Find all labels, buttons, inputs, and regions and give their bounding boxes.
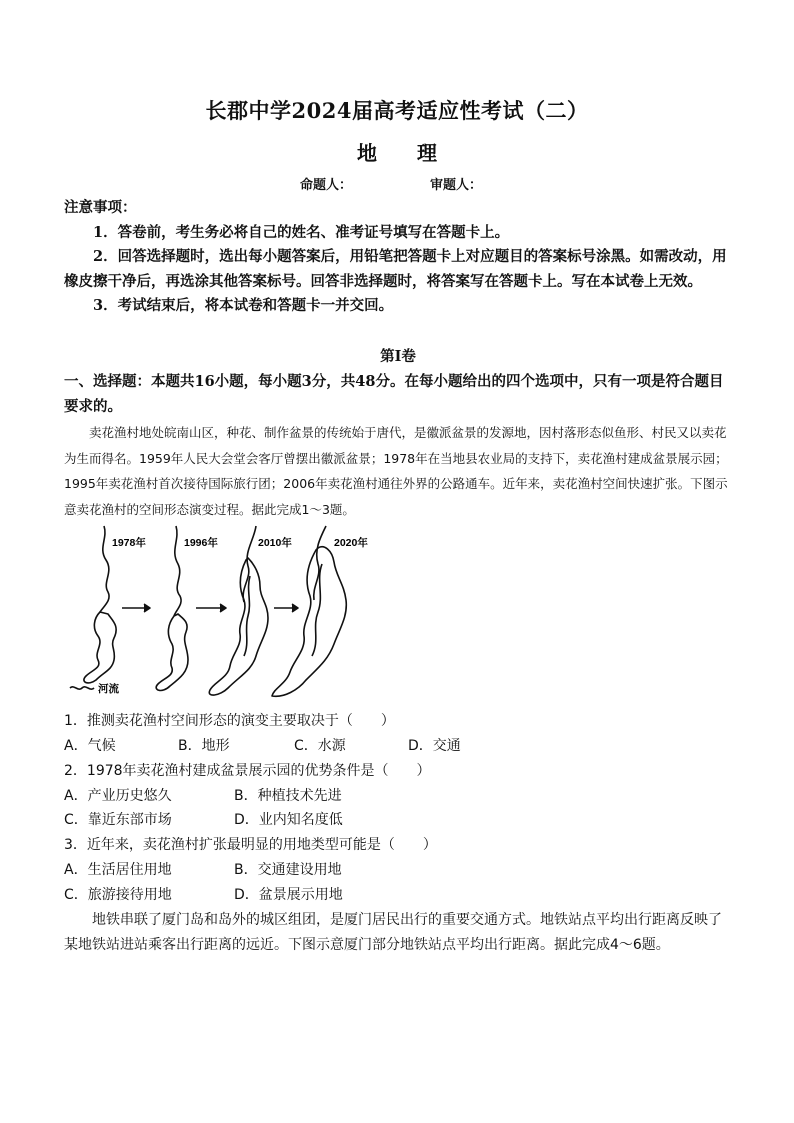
passage-1: 卖花渔村地处皖南山区，种花、制作盆景的传统始于唐代，是徽派盆景的发源地，因村落形态似鱼形、村民又以卖花为生而得名。1959年人民大会堂会客厅曾摆出徽派盆景；1978年在当地县农业局的支持下，卖花渔村建成盆景展示园；1995年卖花渔村首次接待国际旅行团；2006年卖花渔村通往外界的公路通车。近年来，卖花渔村空间快速扩张。下图示意卖花渔村的空间形态演变过程。据此完成1～3题。 — [64, 425, 728, 517]
q2-option-d: D．业内知名度低 — [234, 812, 343, 828]
q3-option-a: A．生活居住用地 — [64, 862, 172, 878]
notice-section — [64, 196, 732, 319]
year-label-1996: 1996年 — [184, 537, 218, 549]
exam-title: 长郡中学2024届高考适应性考试（二） — [205, 98, 589, 123]
notice-item-1: 1．答卷前，考生务必将自己的姓名、准考证号填写在答题卡上。 — [93, 223, 510, 241]
q1-option-b: B．地形 — [178, 738, 230, 754]
notice-item-2: 2．回答选择题时，选出每小题答案后，用铅笔把答题卡上对应题目的答案标号涂黑。如需改动，用橡皮擦干净后，再选涂其他答案标号。回答非选择题时，将答案写在答题卡上。写在本试卷上无效。 — [64, 248, 727, 290]
notice-heading: 注意事项： — [64, 199, 137, 216]
year-label-1978: 1978年 — [112, 537, 146, 549]
arrow-1 — [122, 604, 150, 612]
question-2-stem: 2．1978年卖花渔村建成盆景展示园的优势条件是（ ） — [64, 763, 431, 779]
section-heading: 一、选择题：本题共16小题，每小题3分，共48分。在每小题给出的四个选项中，只有一项是符合题目要求的。 — [64, 373, 724, 415]
volume-label: 第Ⅰ卷 — [380, 348, 416, 365]
q3-option-b: B．交通建设用地 — [234, 862, 342, 878]
village-shape-1996 — [156, 614, 188, 690]
question-1-stem: 1．推测卖花渔村空间形态的演变主要取决于（ ） — [64, 713, 395, 729]
village-evolution-figure — [64, 520, 368, 702]
q1-option-a: A．气候 — [64, 738, 116, 754]
river-1996 — [174, 526, 181, 616]
village-shape-2010 — [209, 558, 268, 695]
q2-option-c: C．靠近东部市场 — [64, 812, 172, 828]
q3-option-c: C．旅游接待用地 — [64, 887, 172, 903]
question-3-stem: 3．近年来，卖花渔村扩张最明显的用地类型可能是（ ） — [64, 837, 437, 853]
village-shape-1978 — [84, 612, 116, 683]
q2-option-a: A．产业历史悠久 — [64, 788, 172, 804]
reviewer-label: 审题人： — [430, 178, 483, 193]
q1-option-c: C．水源 — [294, 738, 346, 754]
river-1978 — [100, 526, 109, 612]
arrow-3 — [274, 604, 298, 612]
village-shape-2020 — [272, 547, 346, 697]
legend-river-icon — [70, 687, 94, 689]
author-label: 命题人： — [300, 178, 353, 193]
q1-option-d: D．交通 — [408, 738, 461, 754]
legend-river-label: 河流 — [98, 683, 119, 695]
q3-option-d: D．盆景展示用地 — [234, 887, 343, 903]
q2-option-b: B．种植技术先进 — [234, 788, 342, 804]
subject-title: 地 理 — [357, 141, 437, 165]
year-label-2010: 2010年 — [258, 537, 292, 549]
passage-2: 地铁串联了厦门岛和岛外的城区组团，是厦门居民出行的重要交通方式。地铁站点平均出行距离反映了某地铁站进站乘客出行距离的远近。下图示意厦门部分地铁站点平均出行距离。据此完成4～6题。 — [64, 912, 722, 953]
year-label-2020: 2020年 — [334, 537, 368, 549]
arrow-2 — [196, 604, 226, 612]
notice-item-3: 3．考试结束后，将本试卷和答题卡一并交回。 — [93, 297, 394, 314]
river-2010 — [243, 526, 256, 602]
